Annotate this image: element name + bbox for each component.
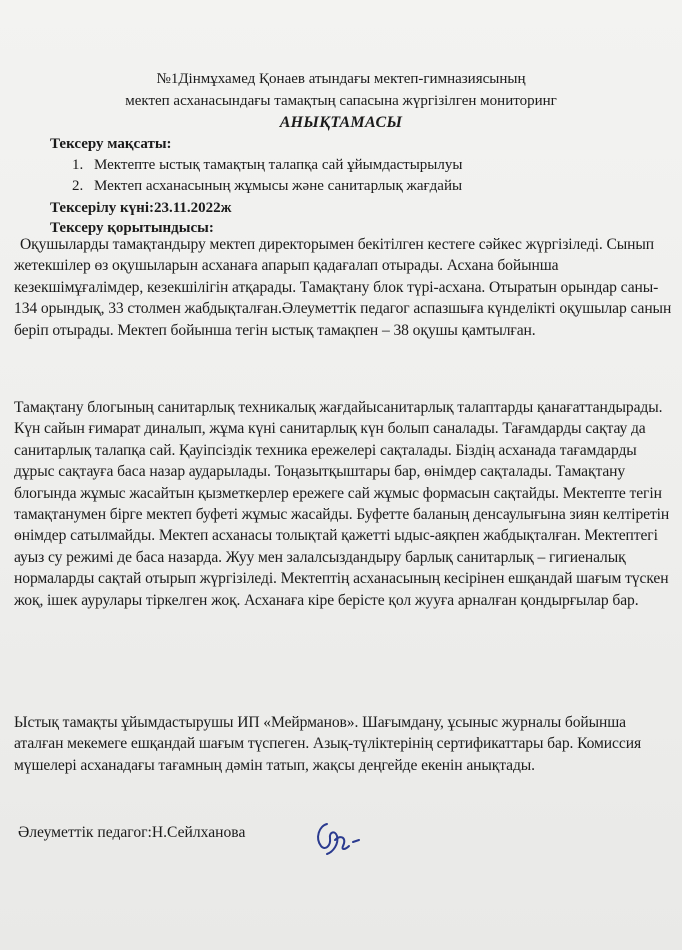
header-line-2: мектеп асханасындағы тамақтың сапасына жүргізілген мониторинг: [125, 93, 557, 109]
handwritten-signature: [313, 816, 361, 858]
purpose-item: [72, 155, 462, 176]
paragraph-text: Ыстық тамақты ұйымдастырушы ИП «Мейрманов». Шағымдану, ұсыныс журналы бойынша аталған мекемеге ешқандай шағым түспеген. Азық-түліктерінің сертификаттары бар. Комиссия мүшелері асханадағы тағамның дәмін татып, жақсы деңгейде екенін анықтады.: [14, 714, 642, 774]
purpose-item-text: Мектепте ыстық тамақтың талапқа сай ұйымдастырылуы: [94, 157, 463, 173]
purpose-item-number: 2.: [72, 178, 84, 194]
conclusion-paragraph-2: [14, 397, 672, 611]
paragraph-text: Тамақтану блогының санитарлық техникалық жағдайысанитарлық талаптарды қанағаттандырады. Күн сайын ғимарат диналып, жұма күні санитарлық күн болып саналады. Тағамдарды сақтау да санитарлық талапқа сай. Қауіпсіздік техника ережелері сақталады. Біздің асханада тағамдарды дұрыс сақтауға баса назар аударылады. Тоңазытқыштары бар, өнімдер сақталады. Тамақтану блогында жұмыс жасайтын қызметкерлер ережеге сай жұмыс формасын сақтайды. Мектепте тегін тамақтанумен бірге мектеп буфеті жұмыс жасайды. Буфетте баланың денсаулығына зиян келтіретін өнімдер сатылмайды. Мектеп асханасы толықтай қажетті ыдыс-аяқпен жабдықталған. Мектептегі ауыз су режимі де баса назарда. Жуу мен залалсыздандыру барлық санитарлық – гигиеналық нормаларды сақтай отырып жүргізіледі. Мектептің асханасының кесірінен ешқандай шағым түскен жоқ, ішек аурулары тіркелген жоқ. Асханаға кіре берісте қол жууға арналған қондырғылар бар.: [14, 399, 670, 609]
purpose-item: [72, 176, 462, 197]
signature-line: Әлеуметтік педагог:Н.Сейлханова: [18, 824, 246, 841]
header-line-1: №1Дінмұхамед Қонаев атындағы мектеп-гимназиясының: [156, 71, 526, 87]
document-title: АНЫҚТАМАСЫ: [279, 114, 403, 131]
purpose-item-number: 1.: [72, 157, 84, 173]
check-date: Тексерілу күні:23.11.2022ж: [50, 200, 232, 216]
paragraph-text: Оқушыларды тамақтандыру мектеп директорымен бекітілген кестеге сәйкес жүргізіледі. Сынып жетекшілер өз оқушыларын асханаға апарып қадағалап отырады. Асхана бойынша кезекшімұғалімдер, кезекшілігін атқарады. Тамақтану блок түрі-асхана. Отыратын орындар саны- 134 орындық, 33 столмен жабдықталған.Әлеуметтік педагог аспазшыға күнделікті оқушылар санын беріп отырады. Мектеп бойынша тегін ыстық тамақпен – 38 оқушы қамтылған.: [14, 236, 672, 339]
conclusion-paragraph-3: [14, 712, 672, 776]
conclusion-paragraph-1: [14, 234, 672, 341]
purpose-list: [72, 155, 462, 197]
purpose-item-text: Мектеп асханасының жұмысы және санитарлық жағдайы: [94, 178, 463, 194]
conclusion-label: Тексеру қорытындысы:: [50, 220, 214, 236]
purpose-label: Тексеру мақсаты:: [50, 136, 172, 152]
